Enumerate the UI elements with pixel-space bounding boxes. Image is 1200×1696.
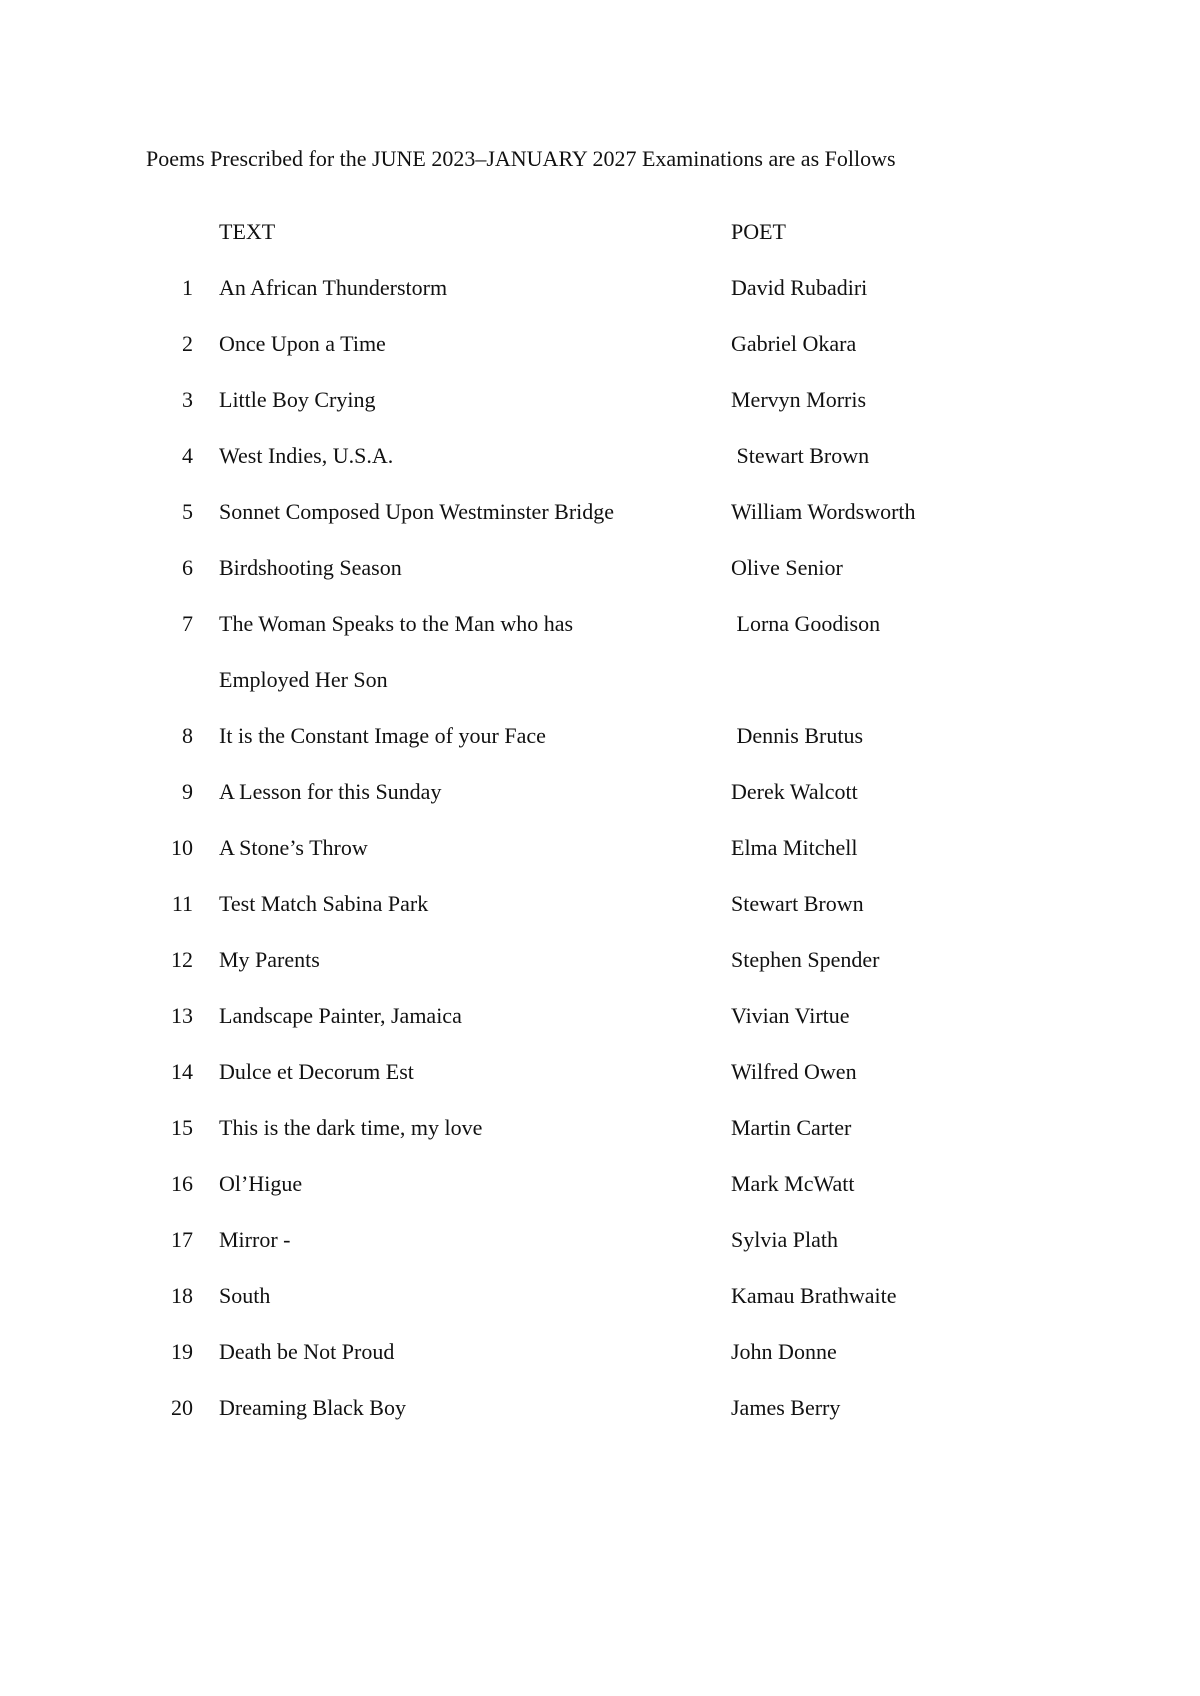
poem-title: Ol’Higue	[219, 1171, 303, 1196]
poem-title: Birdshooting Season	[219, 555, 402, 580]
poem-number: 4	[182, 443, 193, 468]
poem-number: 14	[171, 1059, 193, 1084]
table-row	[0, 1397, 1200, 1423]
poem-title: Sonnet Composed Upon Westminster Bridge	[219, 499, 615, 524]
poem-number: 20	[171, 1395, 193, 1420]
table-row	[0, 1341, 1200, 1367]
table-row	[0, 837, 1200, 863]
poem-title: A Stone’s Throw	[219, 835, 368, 860]
table-row	[0, 1285, 1200, 1311]
poem-number: 16	[171, 1171, 193, 1196]
poem-poet: Mervyn Morris	[731, 387, 867, 412]
poem-title: Death be Not Proud	[219, 1339, 395, 1364]
table-row	[0, 557, 1200, 583]
poem-number: 19	[171, 1339, 193, 1364]
table-row-continuation	[0, 669, 1200, 695]
table-row	[0, 613, 1200, 639]
poem-title: This is the dark time, my love	[219, 1115, 483, 1140]
column-header-text: TEXT	[219, 219, 276, 244]
poem-poet: Olive Senior	[731, 555, 843, 580]
poem-poet: John Donne	[731, 1339, 837, 1364]
poem-title: A Lesson for this Sunday	[219, 779, 442, 804]
page-title: Poems Prescribed for the JUNE 2023–JANUARY 2027 Examinations are as Follows	[146, 146, 896, 171]
table-row	[0, 1173, 1200, 1199]
column-header-poet: POET	[731, 219, 786, 244]
poem-title: Dulce et Decorum Est	[219, 1059, 414, 1084]
poem-poet: Dennis Brutus	[731, 723, 863, 748]
poem-number: 6	[182, 555, 193, 580]
poem-poet: David Rubadiri	[731, 275, 868, 300]
poem-title: West Indies, U.S.A.	[219, 443, 394, 468]
poem-title: It is the Constant Image of your Face	[219, 723, 546, 748]
poem-title: Test Match Sabina Park	[219, 891, 429, 916]
poem-poet: Martin Carter	[731, 1115, 852, 1140]
poem-poet: Wilfred Owen	[731, 1059, 857, 1084]
poem-poet: James Berry	[731, 1395, 841, 1420]
table-row	[0, 1229, 1200, 1255]
poem-number: 15	[171, 1115, 193, 1140]
poem-title: Landscape Painter, Jamaica	[219, 1003, 462, 1028]
poem-number: 18	[171, 1283, 193, 1308]
poem-poet: Kamau Brathwaite	[731, 1283, 897, 1308]
poem-title-continuation: Employed Her Son	[219, 667, 388, 692]
poem-poet: Stephen Spender	[731, 947, 880, 972]
table-row	[0, 389, 1200, 415]
table-row	[0, 501, 1200, 527]
poem-number: 7	[182, 611, 193, 636]
table-row	[0, 1061, 1200, 1087]
table-row	[0, 445, 1200, 471]
poem-number: 11	[171, 891, 193, 916]
table-row	[0, 725, 1200, 751]
poem-poet: Gabriel Okara	[731, 331, 857, 356]
poem-poet: Elma Mitchell	[731, 835, 858, 860]
poem-number: 5	[182, 499, 193, 524]
poem-number: 13	[171, 1003, 193, 1028]
table-row	[0, 1005, 1200, 1031]
poem-poet: Sylvia Plath	[731, 1227, 838, 1252]
poem-poet: Derek Walcott	[731, 779, 858, 804]
poem-title: My Parents	[219, 947, 320, 972]
poem-number: 2	[182, 331, 193, 356]
poem-poet: William Wordsworth	[731, 499, 916, 524]
poem-number: 3	[182, 387, 193, 412]
poem-title: South	[219, 1283, 271, 1308]
poem-title: Dreaming Black Boy	[219, 1395, 406, 1420]
table-row	[0, 893, 1200, 919]
poem-number: 1	[182, 275, 193, 300]
table-row	[0, 949, 1200, 975]
poem-number: 12	[171, 947, 193, 972]
table-header	[0, 221, 1200, 247]
poem-number: 9	[182, 779, 193, 804]
table-row	[0, 333, 1200, 359]
poem-title: Mirror -	[219, 1227, 291, 1252]
table-row	[0, 1117, 1200, 1143]
table-row	[0, 781, 1200, 807]
poem-poet: Stewart Brown	[731, 891, 864, 916]
poem-title: Little Boy Crying	[219, 387, 376, 412]
poem-number: 8	[182, 723, 193, 748]
poem-poet: Stewart Brown	[731, 443, 870, 468]
poem-poet: Mark McWatt	[731, 1171, 855, 1196]
poem-number: 17	[171, 1227, 193, 1252]
poem-poet: Lorna Goodison	[731, 611, 881, 636]
poem-number: 10	[171, 835, 193, 860]
table-row	[0, 277, 1200, 303]
poem-title: An African Thunderstorm	[219, 275, 448, 300]
poem-title: The Woman Speaks to the Man who has	[219, 611, 574, 636]
poem-title: Once Upon a Time	[219, 331, 386, 356]
poem-poet: Vivian Virtue	[731, 1003, 850, 1028]
